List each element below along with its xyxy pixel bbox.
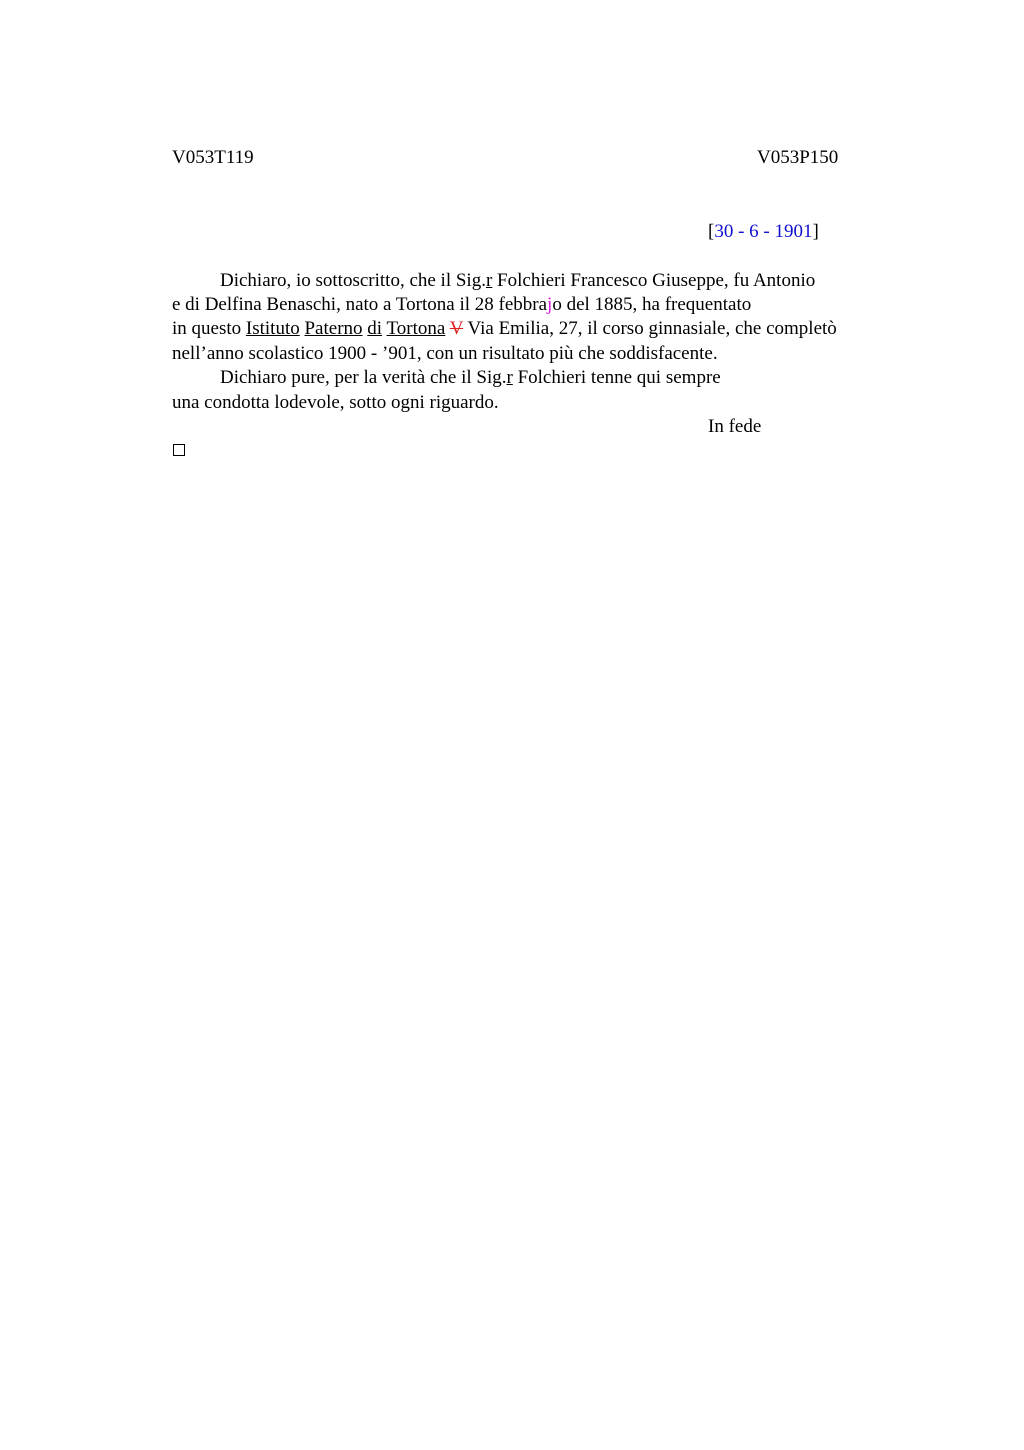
- line3-di: di: [367, 318, 383, 339]
- line3-paterno: Paterno: [304, 318, 363, 339]
- line3-istituto: Istituto: [245, 318, 300, 339]
- line3-deleted-v: V: [449, 318, 464, 339]
- body-line-5: [220, 366, 721, 390]
- line1-text-a: Dichiaro, io sottoscritto, che il Sig.: [220, 270, 486, 291]
- body-line-4: nell’anno scolastico 1900 - ’901, con un risultato più che soddisfacente.: [172, 343, 718, 364]
- body-line-1: [220, 269, 815, 293]
- line2-text-b: o del 1885, ha frequentato: [552, 294, 752, 315]
- closing-in-fede: In fede: [708, 416, 762, 437]
- checkbox-icon: [173, 444, 185, 456]
- body-line-2: [172, 293, 751, 317]
- line2-text-a: e di Delfina Benaschi, nato a Tortona il 28 febbra: [172, 294, 548, 315]
- document-date: [708, 220, 819, 244]
- date-close-bracket: ]: [812, 221, 819, 242]
- line5-text-b: Folchieri tenne qui sempre: [512, 367, 721, 388]
- header-left-code: V053T119: [172, 147, 254, 168]
- body-line-6: una condotta lodevole, sotto ogni riguardo.: [172, 392, 499, 413]
- date-value: 30 - 6 - 1901: [714, 221, 813, 242]
- header-right-code: V053P150: [757, 147, 839, 168]
- line3-text-a: in questo: [172, 318, 246, 339]
- line5-abbrev-r: r: [506, 367, 513, 388]
- line5-text-a: Dichiaro pure, per la verità che il Sig.: [220, 367, 507, 388]
- line3-text-b: Via Emilia, 27, il corso ginnasiale, che completò: [463, 318, 837, 339]
- body-line-3: [172, 317, 837, 341]
- date-open-bracket: [: [708, 221, 715, 242]
- line3-tortona: Tortona: [386, 318, 446, 339]
- line1-text-b: Folchieri Francesco Giuseppe, fu Antonio: [492, 270, 816, 291]
- line2-inserted-j: j: [547, 294, 553, 315]
- line1-abbrev-r: r: [485, 270, 493, 291]
